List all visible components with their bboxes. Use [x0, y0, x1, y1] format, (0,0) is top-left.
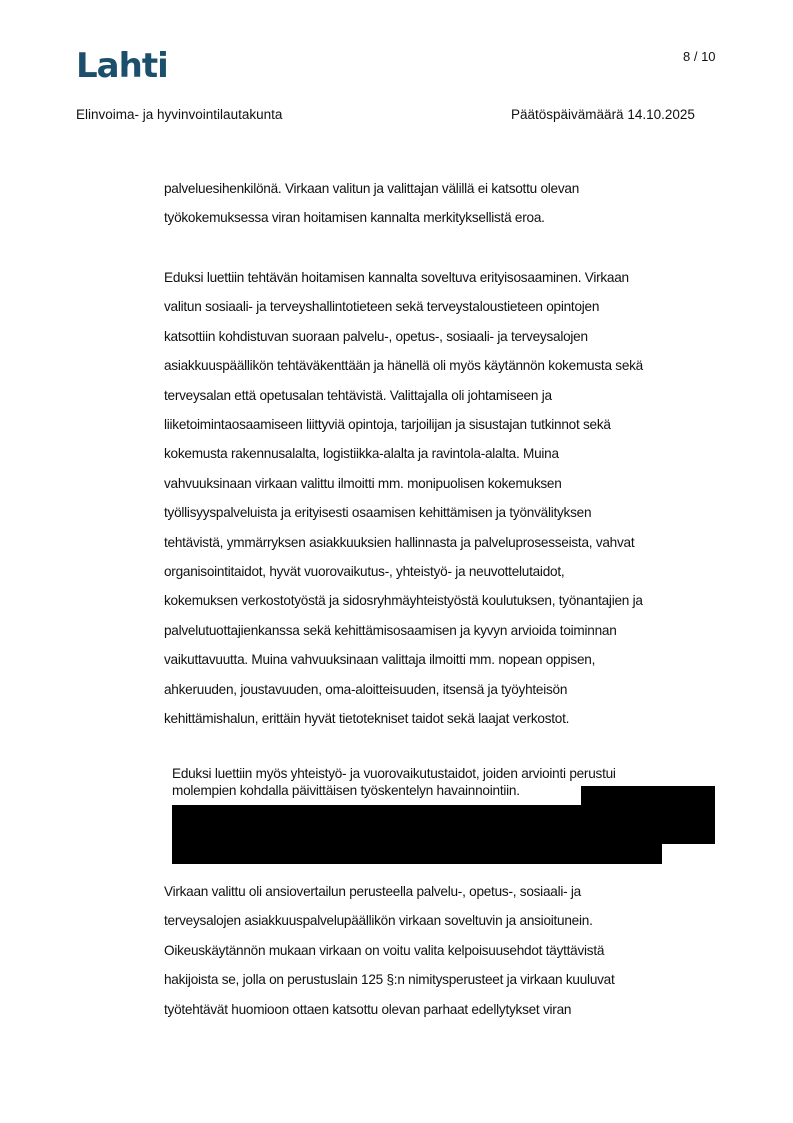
text-line: asiakkuuspäällikön tehtäväkenttään ja hänellä oli myös käytännön kokemusta sekä: [164, 358, 643, 374]
text-line: työkokemuksessa viran hoitamisen kannalta merkityksellistä eroa.: [164, 210, 545, 226]
text-line: työllisyyspalveluista ja erityisesti osaamisen kehittämisen ja työnvälityksen: [164, 505, 592, 521]
text-line: molempien kohdalla päivittäisen työskentelyn havainnointiin.: [172, 783, 520, 798]
paragraph-work-experience: [164, 174, 719, 233]
text-line: tehtävistä, ymmärryksen asiakkuuksien hallinnasta ja palveluprosesseista, vahvat: [164, 534, 635, 550]
text-line: kehittämishalun, erittäin hyvät tietotekniset taidot sekä laajat verkostot.: [164, 711, 570, 727]
text-line: terveysalan että opetusalan tehtävistä. Valittajalla oli johtamiseen ja: [164, 387, 552, 403]
text-line: valitun sosiaali- ja terveyshallintotieteen sekä terveystaloustieteen opintojen: [164, 299, 600, 315]
text-line: vaikuttavuutta. Muina vahvuuksinaan valittaja ilmoitti mm. nopean oppisen,: [164, 652, 596, 668]
text-line: katsottiin kohdistuvan suoraan palvelu-, opetus-, sosiaali- ja terveysalojen: [164, 328, 588, 344]
text-line: liiketoimintaosaamiseen liittyviä opintoja, tarjoilijan ja sisustajan tutkinnot sekä: [164, 417, 611, 433]
text-line: kokemuksen verkostotyöstä ja sidosryhmäyhteistyöstä koulutuksen, työnantajien ja: [164, 593, 643, 609]
decision-date: Päätöspäivämäärä 14.10.2025: [511, 107, 695, 122]
redaction-block: [581, 786, 715, 806]
paragraph-special-expertise: [164, 263, 719, 734]
text-line: kokemusta rakennusalalta, logistiikka-alalta ja ravintola-alalta. Muina: [164, 446, 559, 462]
text-line: ahkeruuden, joustavuuden, oma-aloitteisuuden, itsensä ja työyhteisön: [164, 681, 568, 697]
page-number: 8 / 10: [683, 49, 716, 64]
redaction-block: [172, 805, 715, 844]
text-line: Eduksi luettiin tehtävän hoitamisen kannalta soveltuva erityisosaaminen. Virkaan: [164, 270, 629, 285]
board-name: Elinvoima- ja hyvinvointilautakunta: [76, 107, 283, 122]
text-line: palveluesihenkilönä. Virkaan valitun ja valittajan välillä ei katsottu olevan: [164, 181, 580, 196]
text-line: hakijoista se, jolla on perustuslain 125 §:n nimitysperusteet ja virkaan kuuluvat: [164, 972, 615, 988]
text-line: Virkaan valittu oli ansiovertailun perusteella palvelu-, opetus-, sosiaali- ja: [164, 884, 581, 899]
text-line: työtehtävät huomioon ottaen katsottu olevan parhaat edellytykset viran: [164, 1001, 572, 1017]
text-line: vahvuuksinaan virkaan valittu ilmoitti mm. monipuolisen kokemuksen: [164, 475, 562, 491]
lahti-logo: Lahti: [76, 46, 168, 86]
paragraph-conclusion: [164, 877, 719, 1024]
text-line: terveysalojen asiakkuuspalvelupäällikön virkaan soveltuvin ja ansioitunein.: [164, 913, 593, 929]
redaction-block: [172, 843, 662, 864]
text-line: palvelutuottajienkanssa sekä kehittämisosaamisen ja kyvyn arvioida toiminnan: [164, 622, 617, 638]
text-line: organisointitaidot, hyvät vuorovaikutus-, yhteistyö- ja neuvottelutaidot,: [164, 564, 565, 580]
text-line: Oikeuskäytännön mukaan virkaan on voitu valita kelpoisuusehdot täyttävistä: [164, 942, 605, 958]
text-line: Eduksi luettiin myös yhteistyö- ja vuorovaikutustaidot, joiden arviointi perustui: [172, 766, 616, 781]
